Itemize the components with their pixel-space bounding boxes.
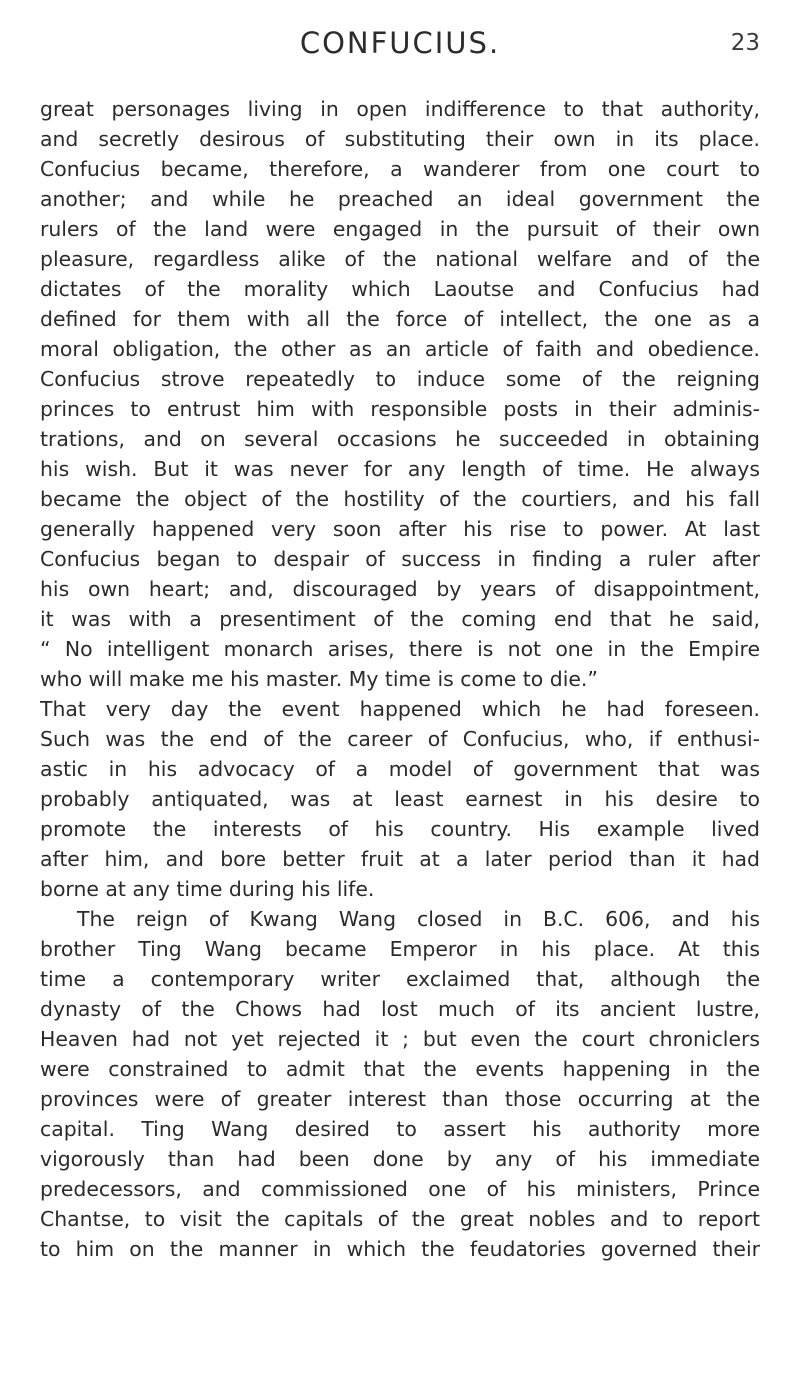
text-line: defined for them with all the force of intellect, the one as a bbox=[40, 307, 760, 331]
text-line: vigorously than had been done by any of his immediate bbox=[40, 1147, 760, 1171]
text-line: Confucius strove repeatedly to induce some of the reigning bbox=[40, 367, 760, 391]
text-line: provinces were of greater interest than those occurring at the bbox=[40, 1087, 760, 1111]
text-line: Confucius began to despair of success in finding a ruler after bbox=[40, 547, 760, 571]
text-line: borne at any time during his life. bbox=[40, 877, 375, 901]
text-line: “ No intelligent monarch arises, there is not one in the Empire bbox=[40, 637, 760, 661]
text-line: astic in his advocacy of a model of government that was bbox=[40, 757, 760, 781]
text-line: Heaven had not yet rejected it ; but even the court chroniclers bbox=[40, 1027, 760, 1051]
text-line: it was with a presentiment of the coming end that he said, bbox=[40, 607, 760, 631]
text-line: trations, and on several occasions he succeeded in obtaining bbox=[40, 427, 760, 451]
text-line: another; and while he preached an ideal government the bbox=[40, 187, 760, 211]
text-line: probably antiquated, was at least earnest in his desire to bbox=[40, 787, 760, 811]
body-text bbox=[40, 94, 760, 1264]
text-line: who will make me his master. My time is come to die.” bbox=[40, 667, 598, 691]
text-line: and secretly desirous of substituting their own in its place. bbox=[40, 127, 760, 151]
text-line: Such was the end of the career of Confucius, who, if enthusi- bbox=[40, 727, 760, 751]
paragraph-first-line: The reign of Kwang Wang closed in B.C. 606, and his bbox=[77, 907, 760, 931]
running-title: CONFUCIUS. bbox=[299, 26, 501, 60]
text-line: his own heart; and, discouraged by years of disappointment, bbox=[40, 577, 760, 601]
text-line: generally happened very soon after his rise to power. At last bbox=[40, 517, 760, 541]
text-line: predecessors, and commissioned one of his ministers, Prince bbox=[40, 1177, 760, 1201]
text-line: time a contemporary writer exclaimed that, although the bbox=[40, 967, 760, 991]
text-line: brother Ting Wang became Emperor in his place. At this bbox=[40, 937, 760, 961]
text-line: became the object of the hostility of the courtiers, and his fall bbox=[40, 487, 760, 511]
page-number: 23 bbox=[730, 30, 760, 56]
text-line: after him, and bore better fruit at a later period than it had bbox=[40, 847, 760, 871]
text-line: Chantse, to visit the capitals of the great nobles and to report bbox=[40, 1207, 760, 1231]
running-head bbox=[40, 26, 760, 66]
text-line: rulers of the land were engaged in the pursuit of their own bbox=[40, 217, 760, 241]
text-line: dynasty of the Chows had lost much of its ancient lustre, bbox=[40, 997, 760, 1021]
text-line: great personages living in open indifference to that authority, bbox=[40, 97, 760, 121]
text-line: princes to entrust him with responsible posts in their adminis- bbox=[40, 397, 760, 421]
text-line: promote the interests of his country. His example lived bbox=[40, 817, 760, 841]
text-line: Confucius became, therefore, a wanderer from one court to bbox=[40, 157, 760, 181]
text-line: dictates of the morality which Laoutse and Confucius had bbox=[40, 277, 760, 301]
text-line: pleasure, regardless alike of the national welfare and of the bbox=[40, 247, 760, 271]
text-line: moral obligation, the other as an article of faith and obedience. bbox=[40, 337, 760, 361]
text-line: That very day the event happened which he had foreseen. bbox=[40, 697, 760, 721]
text-line: to him on the manner in which the feudatories governed their bbox=[40, 1237, 760, 1261]
text-line: his wish. But it was never for any length of time. He always bbox=[40, 457, 760, 481]
text-line: were constrained to admit that the events happening in the bbox=[40, 1057, 760, 1081]
text-line: capital. Ting Wang desired to assert his authority more bbox=[40, 1117, 760, 1141]
